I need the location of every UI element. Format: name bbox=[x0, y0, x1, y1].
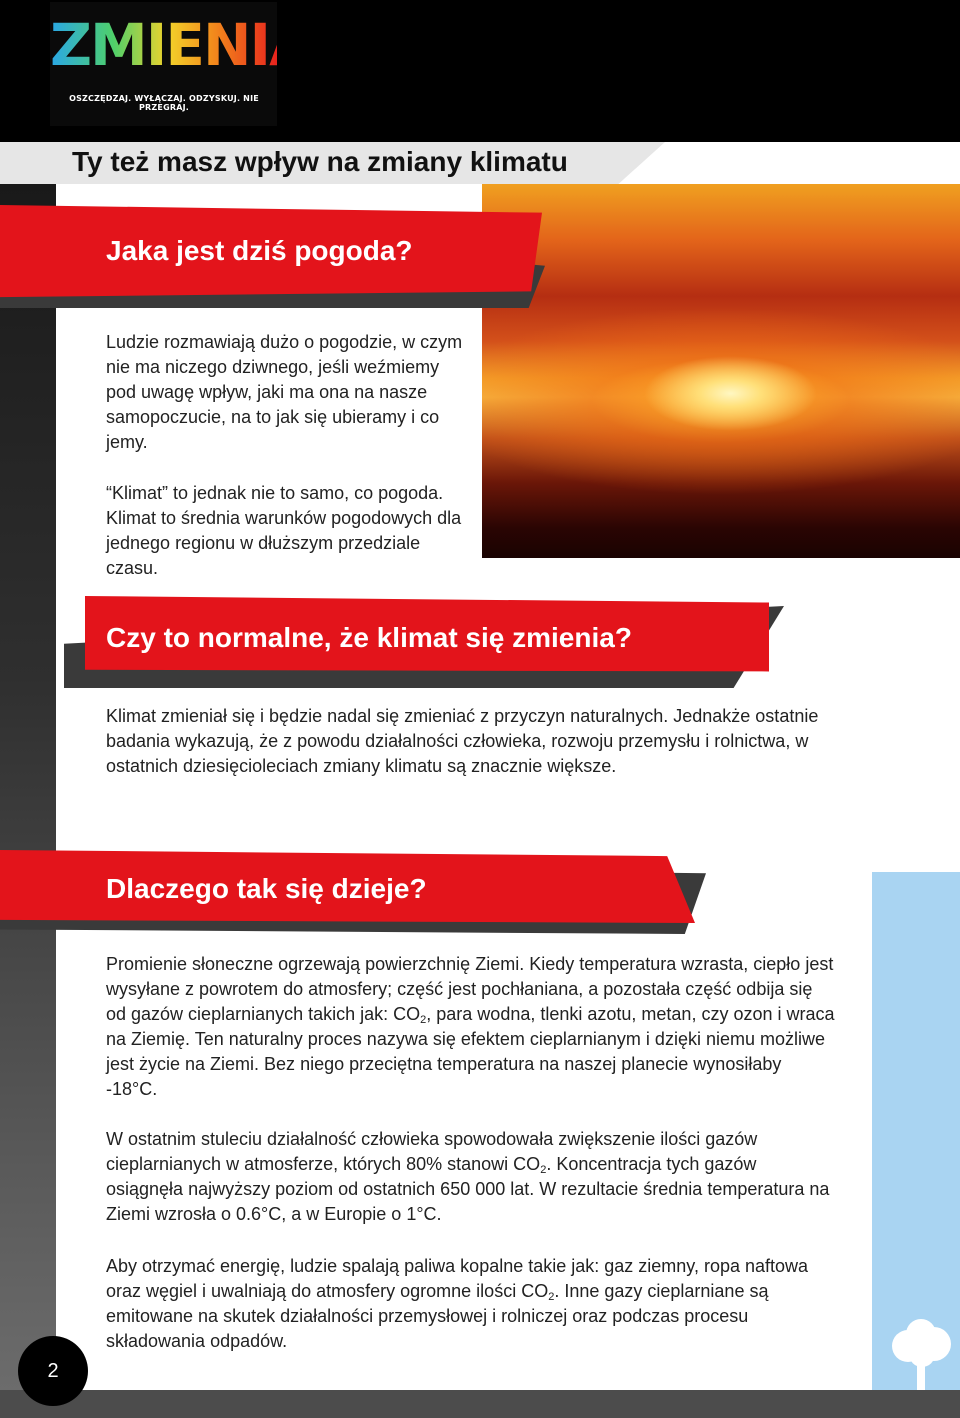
bottom-band bbox=[0, 1390, 960, 1418]
paragraph: “Klimat” to jednak nie to samo, co pogoda. Klimat to średnia warunków pogodowych dla jednego regionu w dłuższym przedziale czasu. bbox=[106, 483, 462, 578]
text-run: Aby otrzymać energię, ludzie spalają paliwa kopalne takie jak: gaz ziemny, ropa naftowa oraz węgiel i uwalniają do atmosfery ogromne ilości CO bbox=[106, 1256, 809, 1301]
left-gradient-bar bbox=[0, 184, 56, 1418]
text-run: , para wodna, tlenki azotu, metan, czy ozon i wraca na Ziemię. Ten naturalny proces nazywa się efektem cieplarnianym i dzięki niemu możliwe jest życie na Ziemi. Bez niego przeciętna temperatura na naszej planecie wynosiłaby -18°C. bbox=[106, 1004, 835, 1099]
page-title: Ty też masz wpływ na zmiany klimatu bbox=[72, 146, 568, 177]
paragraph bbox=[106, 952, 836, 1102]
tree-icon bbox=[884, 1318, 960, 1390]
zmieniaj-logo bbox=[50, 2, 332, 126]
text-run: W ostatnim stuleciu działalność człowieka spowodowała zwiększenie ilości gazów cieplarnianych w atmosferze, których 80% stanowi CO bbox=[106, 1129, 758, 1174]
subscript: 2 bbox=[420, 1014, 427, 1026]
section-heading: Dlaczego tak się dzieje? bbox=[106, 873, 427, 904]
section-heading: Jaka jest dziś pogoda? bbox=[106, 235, 413, 266]
subscript: 2 bbox=[548, 1291, 555, 1303]
logo-tagline: OSZCZĘDZAJ. WYŁĄCZAJ. ODZYSKUJ. NIE PRZEGRAJ. bbox=[69, 94, 259, 112]
blue-side-strip bbox=[872, 872, 960, 1390]
subscript: 2 bbox=[540, 1164, 547, 1176]
page-number: 2 bbox=[18, 1336, 88, 1406]
paragraph: Ludzie rozmawiają dużo o pogodzie, w czym nie ma niczego dziwnego, jeśli weźmiemy pod uwagę wpływ, jaki ma ona na nasze samopoczucie, na to jak się ubieramy i co jemy. bbox=[106, 332, 463, 452]
sunset-photo bbox=[482, 184, 960, 558]
text-run: Promienie słoneczne ogrzewają powierzchnię Ziemi. Kiedy temperatura wzrasta, ciepło jest wysyłane z powrotem do atmosfery; część jest pochłaniana, a pozostała część odbija się od gazów cieplarnianych takich jak: CO bbox=[106, 954, 834, 1024]
text-run: . Inne gazy cieplarniane są emitowane na skutek działalności przemysłowej i rolniczej oraz podczas procesu składowania odpadów. bbox=[106, 1281, 769, 1351]
logo-word: ZMIENIAJ bbox=[50, 8, 277, 82]
paragraph: Klimat zmieniał się i będzie nadal się zmieniać z przyczyn naturalnych. Jednakże ostatnie badania wykazują, że z powodu działalności człowieka, rozwoju przemysłu i rolnictwa, w ostatnich dziesięcioleciach zmiany klimatu są znacznie większe. bbox=[106, 706, 819, 776]
paragraph bbox=[106, 1254, 836, 1354]
section-heading: Czy to normalne, że klimat się zmienia? bbox=[106, 622, 632, 653]
paragraph bbox=[106, 1127, 836, 1227]
text-run: . Koncentracja tych gazów osiągnęła najwyższy poziom od ostatnich 650 000 lat. W rezultacie średnia temperatura na Ziemi wzrosła o 0.6°C, a w Europie o 1°C. bbox=[106, 1154, 830, 1224]
